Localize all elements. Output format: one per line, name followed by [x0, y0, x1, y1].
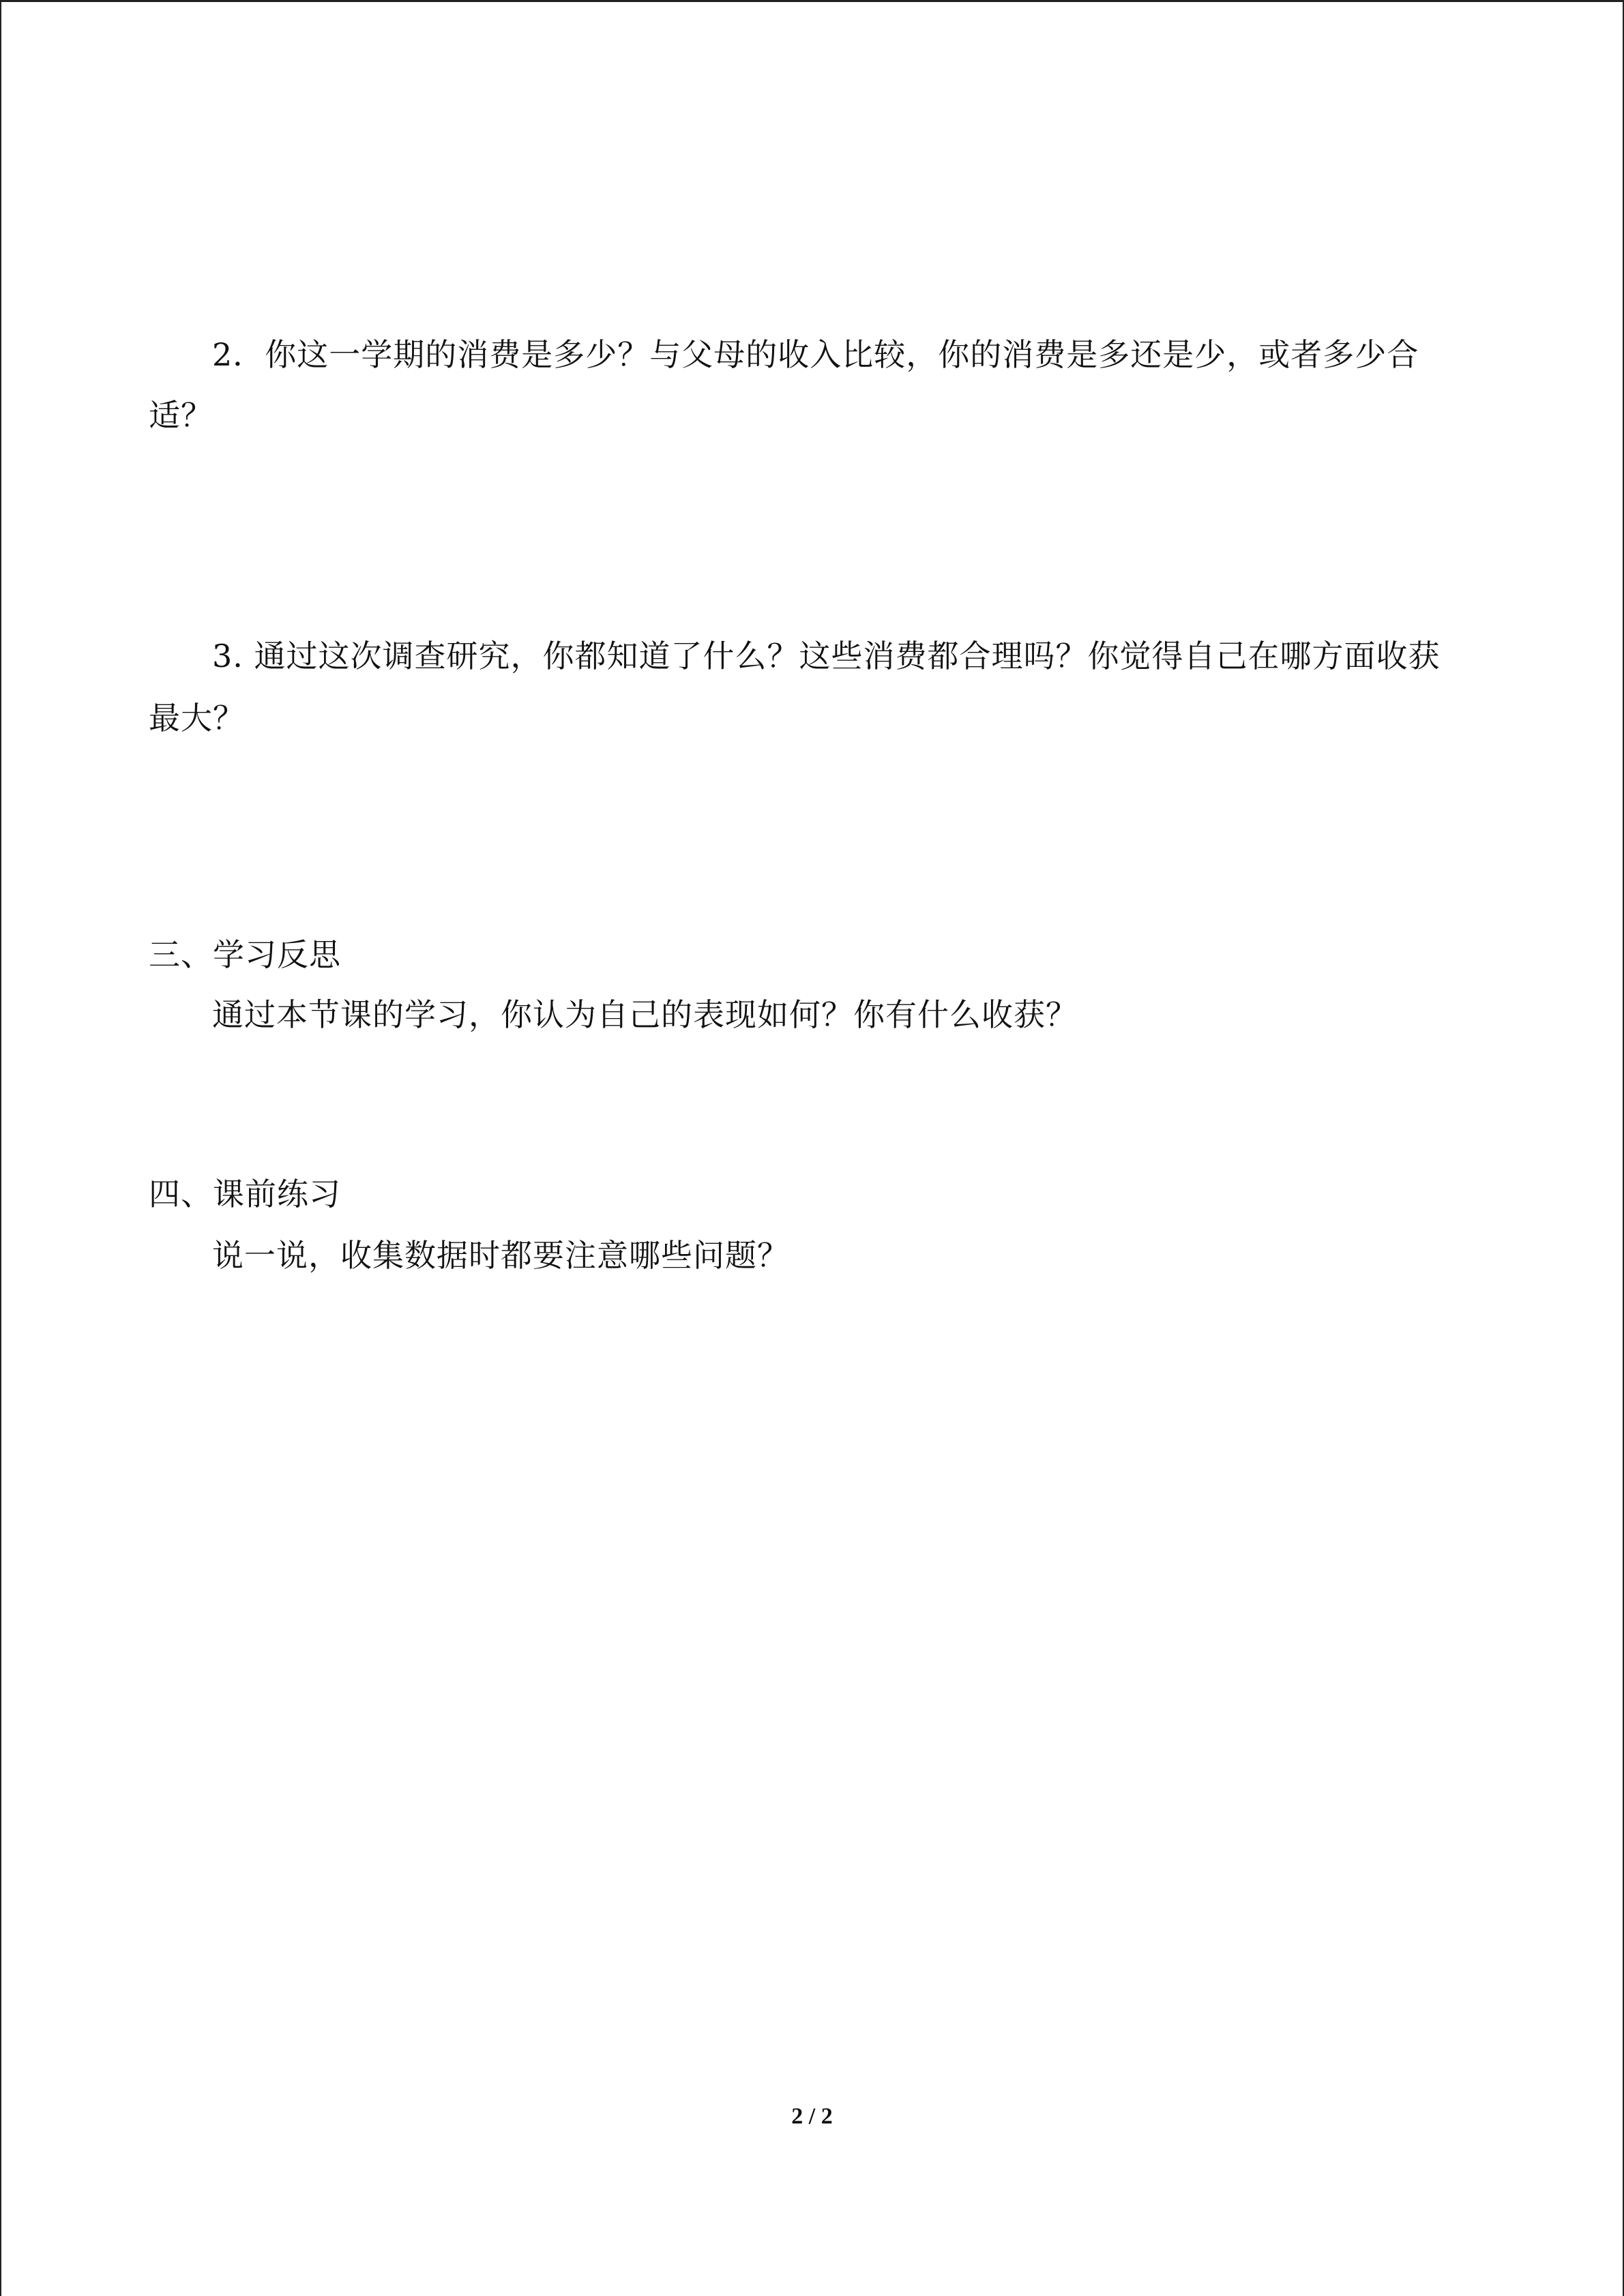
section-practice-body: 说一说，收集数据时都要注意哪些问题？ [212, 1237, 789, 1274]
question-2-line-2: 适？ [149, 397, 213, 434]
section-reflection-heading: 三、学习反思 [149, 936, 341, 973]
question-3-line-1: 3. 通过这次调查研究，你都知道了什么？这些消费都合理吗？你觉得自己在哪方面收获 [212, 638, 1441, 674]
section-reflection-body: 通过本节课的学习，你认为自己的表现如何？你有什么收获？ [212, 996, 1078, 1033]
question-3-line-2: 最大？ [149, 700, 245, 736]
page-number: 2 / 2 [791, 2104, 833, 2129]
section-practice-heading: 四、课前练习 [149, 1176, 341, 1212]
question-2-line-1: 2．你这一学期的消费是多少？与父母的收入比较，你的消费是多还是少，或者多少合 [212, 336, 1419, 373]
